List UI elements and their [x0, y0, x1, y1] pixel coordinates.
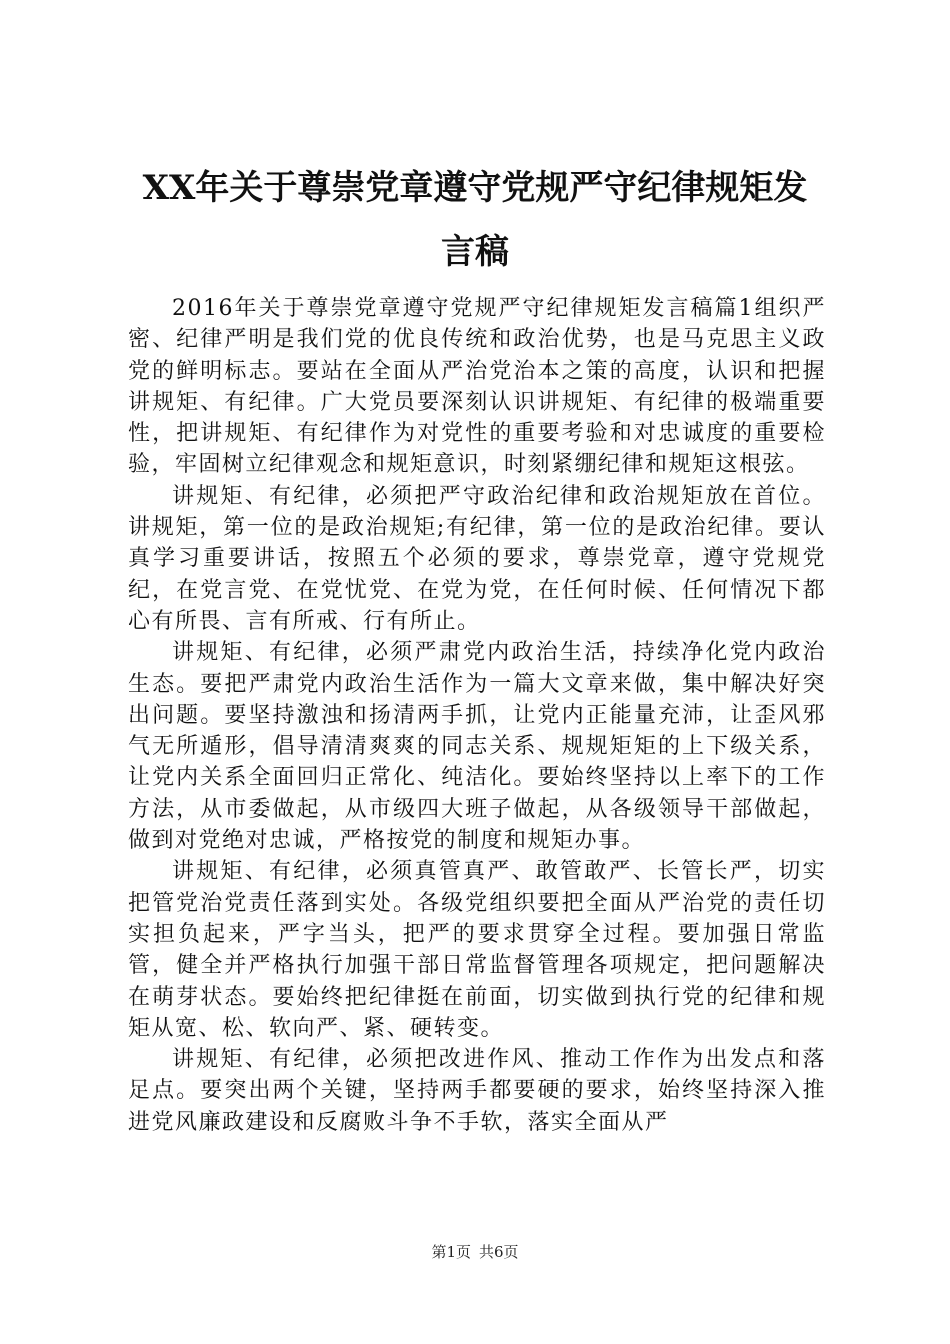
- paragraph: 讲规矩、有纪律，必须把改进作风、推动工作作为出发点和落足点。要突出两个关键，坚持两手都要硬的要求，始终坚持深入推进党风廉政建设和反腐败斗争不手软，落实全面从严: [128, 1047, 826, 1135]
- page-total: 共6页: [479, 1243, 519, 1261]
- page-number: 第1页: [431, 1243, 471, 1261]
- page-footer: [0, 1241, 950, 1262]
- paragraph: 讲规矩、有纪律，必须严肃党内政治生活，持续净化党内政治生态。要把严肃党内政治生活作为一篇大文章来做，集中解决好突出问题。要坚持激浊和扬清两手抓，让党内正能量充沛，让歪风邪气无所遁形，倡导清清爽爽的同志关系、规规矩矩的上下级关系，让党内关系全面回归正常化、纯洁化。要始终坚持以上率下的工作方法，从市委做起，从市级四大班子做起，从各级领导干部做起，做到对党绝对忠诚，严格按党的制度和规矩办事。: [128, 640, 826, 854]
- title-line-2: 言稿: [441, 232, 509, 272]
- document-title: [100, 156, 850, 284]
- paragraph: 讲规矩、有纪律，必须真管真严、敢管敢严、长管长严，切实把管党治党责任落到实处。各级党组织要把全面从严治党的责任切实担负起来，严字当头，把严的要求贯穿全过程。要加强日常监管，健全并严格执行加强干部日常监督管理各项规定，把问题解决在萌芽状态。要始终把纪律挺在前面，切实做到执行党的纪律和规矩从宽、松、软向严、紧、硬转变。: [128, 859, 826, 1041]
- paragraph: 讲规矩、有纪律，必须把严守政治纪律和政治规矩放在首位。讲规矩，第一位的是政治规矩;有纪律，第一位的是政治纪律。要认真学习重要讲话，按照五个必须的要求，尊崇党章，遵守党规党纪，在党言党、在党忧党、在党为党，在任何时候、任何情况下都心有所畏、言有所戒、行有所止。: [128, 483, 826, 634]
- document-body: [128, 293, 826, 1138]
- paragraph: 2016年关于尊崇党章遵守党规严守纪律规矩发言稿篇1组织严密、纪律严明是我们党的优良传统和政治优势，也是马克思主义政党的鲜明标志。要站在全面从严治党治本之策的高度，认识和把握讲规矩、有纪律。广大党员要深刻认识讲规矩、有纪律的极端重要性，把讲规矩、有纪律作为对党性的重要考验和对忠诚度的重要检验，牢固树立纪律观念和规矩意识，时刻紧绷纪律和规矩这根弦。: [128, 296, 826, 478]
- title-line-1: XX年关于尊崇党章遵守党规严守纪律规矩发: [142, 168, 808, 208]
